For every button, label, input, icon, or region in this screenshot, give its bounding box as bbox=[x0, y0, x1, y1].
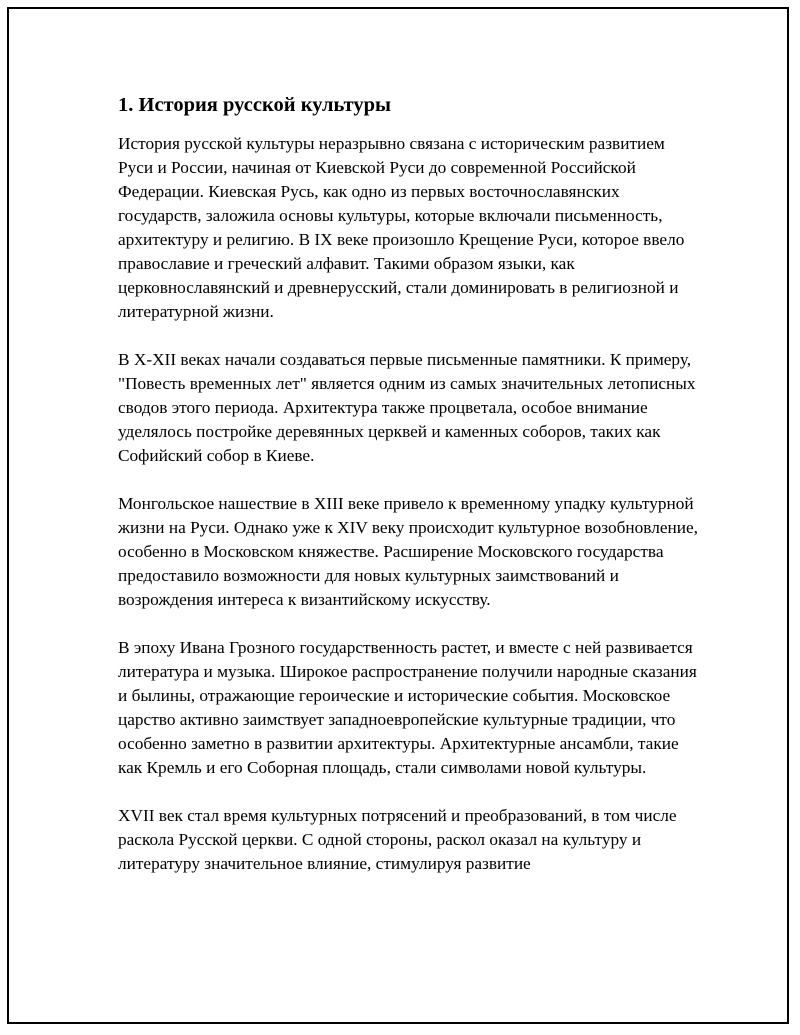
document-body bbox=[118, 90, 698, 900]
paragraph-4: В эпоху Ивана Грозного государственность растет, и вместе с ней развивается литература и музыка. Широкое распространение получили народные сказания и былины, отражающие героические и исторические события. Московское царство активно заимствует западноевропейские культурные традиции, что особенно заметно в развитии архитектуры. Архитектурные ансамбли, такие как Кремль и его Соборная площадь, стали символами новой культуры. bbox=[118, 638, 697, 777]
paragraph-2: В X-XII веках начали создаваться первые письменные памятники. К примеру, "Повесть временных лет" является одним из самых значительных летописных сводов этого периода. Архитектура также процветала, особое внимание уделялось постройке деревянных церквей и каменных соборов, таких как Софийский собор в Киеве. bbox=[118, 350, 696, 465]
paragraph-5: XVII век стал время культурных потрясений и преобразований, в том числе раскола Русской церкви. С одной стороны, раскол оказал на культуру и литературу значительное влияние, стимулируя развитие bbox=[118, 806, 677, 873]
paragraph-3: Монгольское нашествие в XIII веке привело к временному упадку культурной жизни на Руси. Однако уже к XIV веку происходит культурное возобновление, особенно в Московском княжестве. Расширение Московского государства предоставило возможности для новых культурных заимствований и возрождения интереса к византийскому искусству. bbox=[118, 494, 698, 609]
paragraph-1: История русской культуры неразрывно связана с историческим развитием Руси и России, начиная от Киевской Руси до современной Российской Федерации. Киевская Русь, как одно из первых восточнославянских государств, заложила основы культуры, которые включали письменность, архитектуру и религию. В IX веке произошло Крещение Руси, которое ввело православие и греческий алфавит. Такими образом языки, как церковнославянский и древнерусский, стали доминировать в религиозной и литературной жизни. bbox=[118, 134, 685, 321]
section-title: 1. История русской культуры bbox=[118, 94, 391, 116]
